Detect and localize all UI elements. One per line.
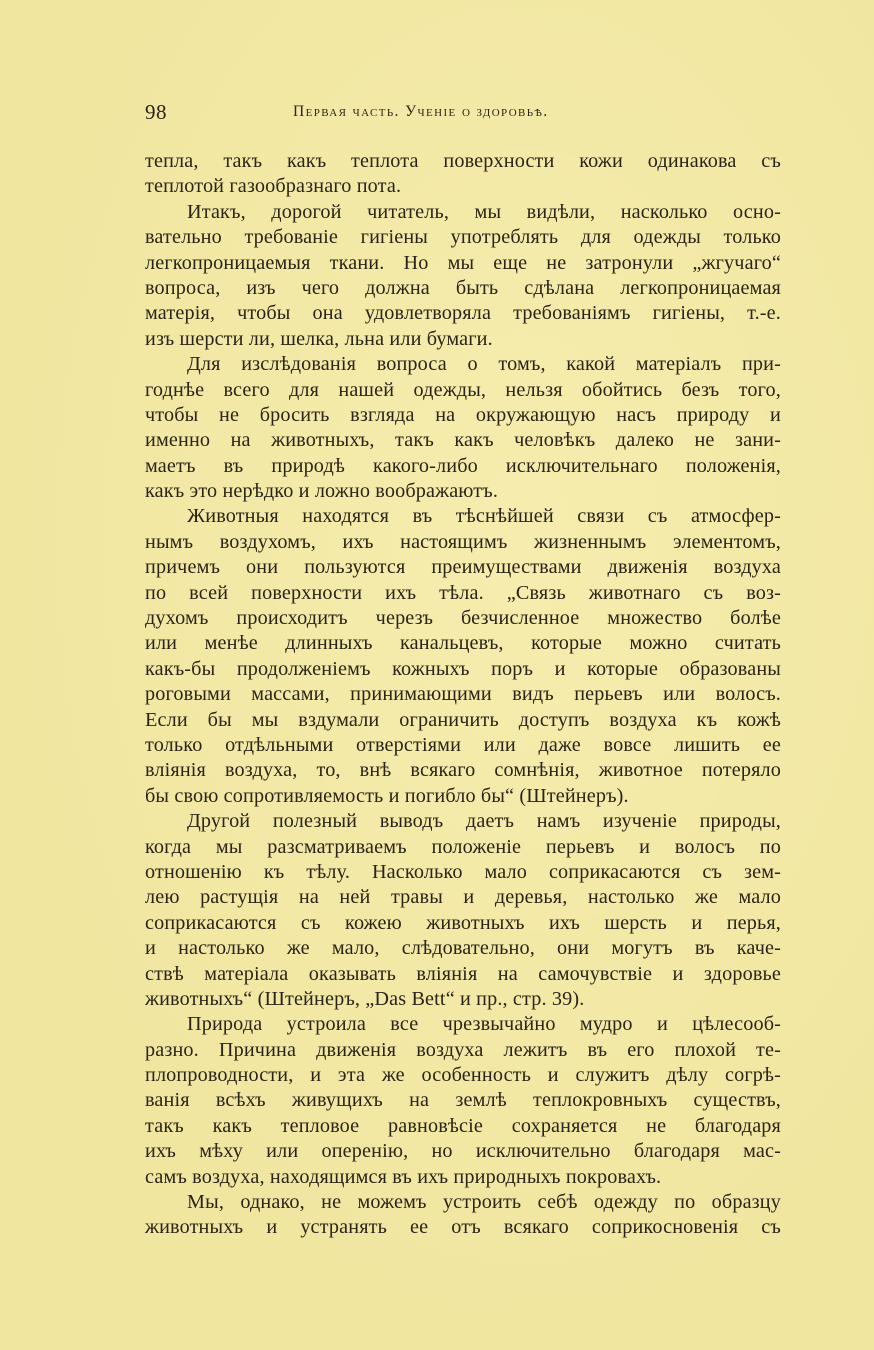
- text-line: нымъ воздухомъ, ихъ настоящимъ жизненнымъ элементомъ,: [145, 530, 781, 553]
- text-line: матерія, чтобы она удовлетворяла требованіямъ гигіены, т.-е.: [145, 302, 781, 325]
- text-line: ванія всѣхъ живущихъ на землѣ теплокровныхъ существъ,: [145, 1089, 781, 1112]
- text-line: ихъ мѣху или оперенію, но исключительно благодаря мас-: [145, 1140, 781, 1163]
- text-line: отношенію къ тѣлу. Насколько мало соприкасаются съ зем-: [145, 860, 781, 883]
- text-line: какъ-бы продолженіемъ кожныхъ поръ и которые образованы: [145, 657, 781, 680]
- text-line: только отдѣльными отверстіями или даже вовсе лишить ее: [145, 733, 781, 756]
- page-header: [145, 100, 785, 130]
- text-line: лею растущія на ней травы и деревья, настолько же мало: [145, 886, 781, 909]
- text-line: Мы, однако, не можемъ устроить себѣ одежду по образцу: [187, 1191, 781, 1214]
- text-line: плопроводности, и эта же особенность и служитъ дѣлу согрѣ-: [145, 1064, 781, 1087]
- text-line: соприкасаются съ кожею животныхъ ихъ шерсть и перья,: [145, 911, 781, 934]
- text-line: какъ это нерѣдко и ложно воображаютъ.: [145, 480, 499, 503]
- text-line: вательно требованіе гигіены употреблять для одежды только: [145, 226, 781, 249]
- running-head: Первая часть. Ученіе о здоровьѣ.: [293, 103, 549, 120]
- text-line: легкопроницаемыя ткани. Но мы еще не затронули „жгучаго“: [145, 251, 781, 274]
- text-line: по всей поверхности ихъ тѣла. „Связь животнаго съ воз-: [145, 581, 781, 604]
- text-line: духомъ происходитъ черезъ безчисленное множество болѣе: [145, 607, 781, 630]
- text-line: Природа устроила все чрезвычайно мудро и цѣлесооб-: [187, 1013, 781, 1036]
- text-line: разно. Причина движенія воздуха лежитъ въ его плохой те-: [145, 1038, 781, 1061]
- text-line: причемъ они пользуются преимуществами движенія воздуха: [145, 556, 781, 579]
- text-line: такъ какъ тепловое равновѣсіе сохраняется не благодаря: [145, 1114, 781, 1137]
- page-number: 98: [145, 100, 167, 124]
- text-line: роговыми массами, принимающими видъ перьевъ или волосъ.: [145, 683, 781, 706]
- text-line: Если бы мы вздумали ограничить доступъ воздуха къ кожѣ: [145, 708, 781, 731]
- body-text: [145, 149, 781, 1241]
- text-line: вліянія воздуха, то, внѣ всякаго сомнѣнія, животное потеряло: [145, 759, 781, 782]
- text-line: теплотой газообразнаго пота.: [145, 175, 402, 198]
- text-line: вопроса, изъ чего должна быть сдѣлана легкопроницаемая: [145, 276, 781, 299]
- text-line: Для изслѣдованія вопроса о томъ, какой матеріалъ при-: [187, 353, 781, 376]
- text-line: чтобы не бросить взгляда на окружающую насъ природу и: [145, 403, 781, 426]
- text-line: тепла, такъ какъ теплота поверхности кожи одинакова съ: [145, 150, 781, 172]
- text-line: изъ шерсти ли, шелка, льна или бумаги.: [145, 327, 493, 350]
- text-line: именно на животныхъ, такъ какъ человѣкъ далеко не зани-: [145, 429, 781, 452]
- text-line: когда мы разсматриваемъ положеніе перьевъ и волосъ по: [145, 835, 781, 858]
- text-line: Животныя находятся въ тѣснѣйшей связи съ атмосфер-: [187, 505, 781, 528]
- text-line: Итакъ, дорогой читатель, мы видѣли, насколько осно-: [187, 200, 781, 223]
- text-line: и настолько же мало, слѣдовательно, они могутъ въ каче-: [145, 937, 781, 960]
- text-line: животныхъ“ (Штейнеръ, „Das Bett“ и пр., стр. 39).: [145, 987, 585, 1010]
- text-line: животныхъ и устранять ее отъ всякаго соприкосновенія съ: [145, 1216, 781, 1239]
- text-line: бы свою сопротивляемость и погибло бы“ (Штейнеръ).: [145, 784, 629, 807]
- text-line: годнѣе всего для нашей одежды, нельзя обойтись безъ того,: [145, 378, 781, 401]
- text-line: или менѣе длинныхъ канальцевъ, которые можно считать: [145, 632, 781, 655]
- text-line: самъ воздуха, находящимся въ ихъ природныхъ покровахъ.: [145, 1165, 662, 1188]
- text-line: ствѣ матеріала оказывать вліянія на самочувствіе и здоровье: [145, 962, 781, 985]
- text-line: маетъ въ природѣ какого-либо исключительнаго положенія,: [145, 454, 781, 477]
- text-line: Другой полезный выводъ даетъ намъ изученіе природы,: [187, 810, 781, 833]
